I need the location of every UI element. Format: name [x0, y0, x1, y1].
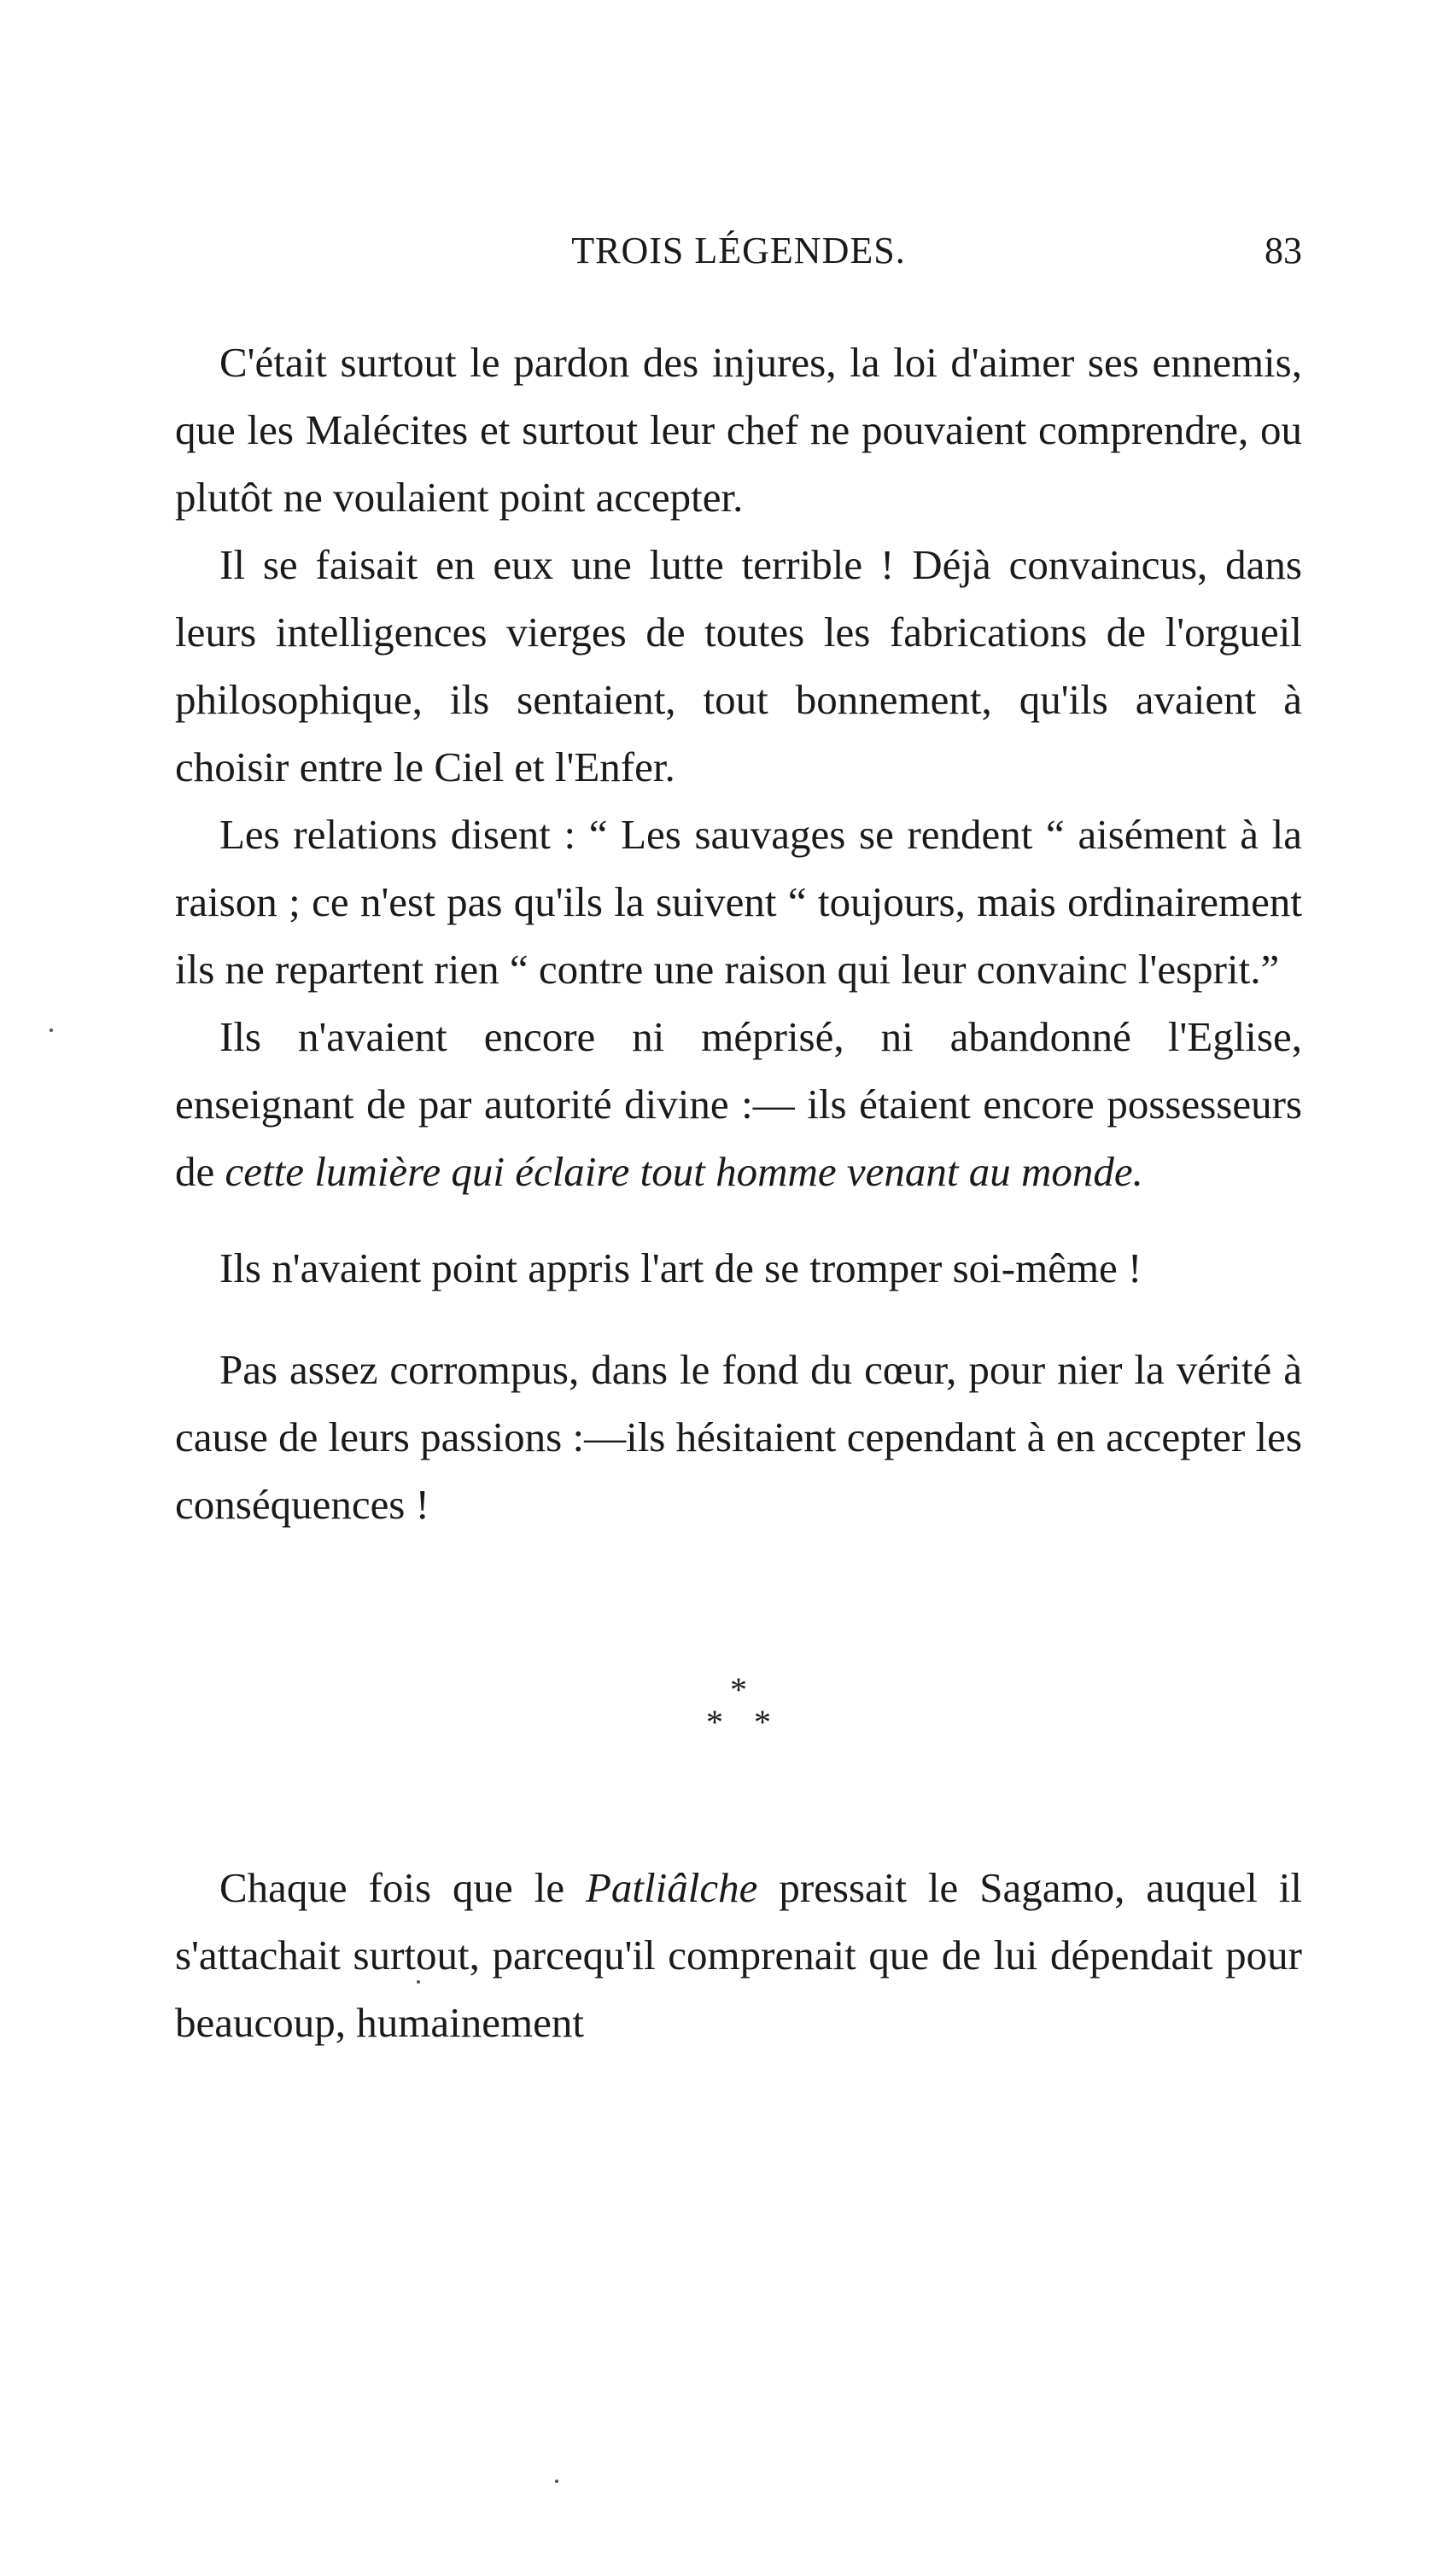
body-text: [175, 329, 1302, 2056]
running-title: TROIS LÉGENDES.: [571, 230, 906, 271]
paragraph-relations: Les relations disent : “ Les sauvages se rendent “ aisément à la raison ; ce n'est pas qu'ils la suivent “ toujours, mais ordinairement ils ne repartent rien “ contre une raison qui leur convainc l'esprit.”: [175, 811, 1302, 993]
paragraph-patliache-text-before: Chaque fois que le: [219, 1864, 586, 1911]
paragraph-eglise: [175, 1003, 1302, 1205]
paragraph-eglise-text: Ils n'avaient encore ni méprisé, ni abandonné l'Eglise, enseignant de par autorité divine :— ils étaient encore possesseurs de: [175, 1013, 1302, 1195]
paragraph-patliache-italic: Patliâlche: [586, 1864, 758, 1911]
asterism-star-top: *: [730, 1670, 747, 1709]
paragraph-eglise-italic: cette lumière qui éclaire tout homme venant au monde.: [225, 1148, 1143, 1195]
print-speck: [417, 1980, 420, 1984]
paragraph-patliache: [175, 1854, 1302, 2056]
running-head: [175, 229, 1302, 280]
print-speck: [50, 1029, 53, 1032]
print-speck: [555, 2480, 558, 2483]
paragraph-corrompus: Pas assez corrompus, dans le fond du cœur, pour nier la vérité à cause de leurs passions :—ils hésitaient cependant à en accepter les conséquences !: [175, 1346, 1302, 1528]
paragraph-lutte: Il se faisait en eux une lutte terrible ! Déjà convaincus, dans leurs intelligences vierges de toutes les fabrications de l'orgueil philosophique, ils sentaient, tout bonnement, qu'ils avaient à choisir entre le Ciel et l'Enfer.: [175, 541, 1302, 790]
paragraph-pardon: C'était surtout le pardon des injures, la loi d'aimer ses ennemis, que les Malécites et surtout leur chef ne pouvaient comprendre, ou plutôt ne voulaient point accepter.: [175, 339, 1302, 521]
asterism: [175, 1666, 1302, 1760]
page-number: 83: [1265, 230, 1302, 271]
asterism-star-right: *: [754, 1703, 771, 1741]
asterism-star-left: *: [706, 1703, 723, 1741]
paragraph-tromper: Ils n'avaient point appris l'art de se tromper soi-même !: [219, 1244, 1142, 1291]
paragraph-patliache-text-after: pressait le Sagamo, auquel il s'attachait surtout, parcequ'il comprenait que de lui dépendait pour beaucoup, humainement: [175, 1864, 1303, 2046]
